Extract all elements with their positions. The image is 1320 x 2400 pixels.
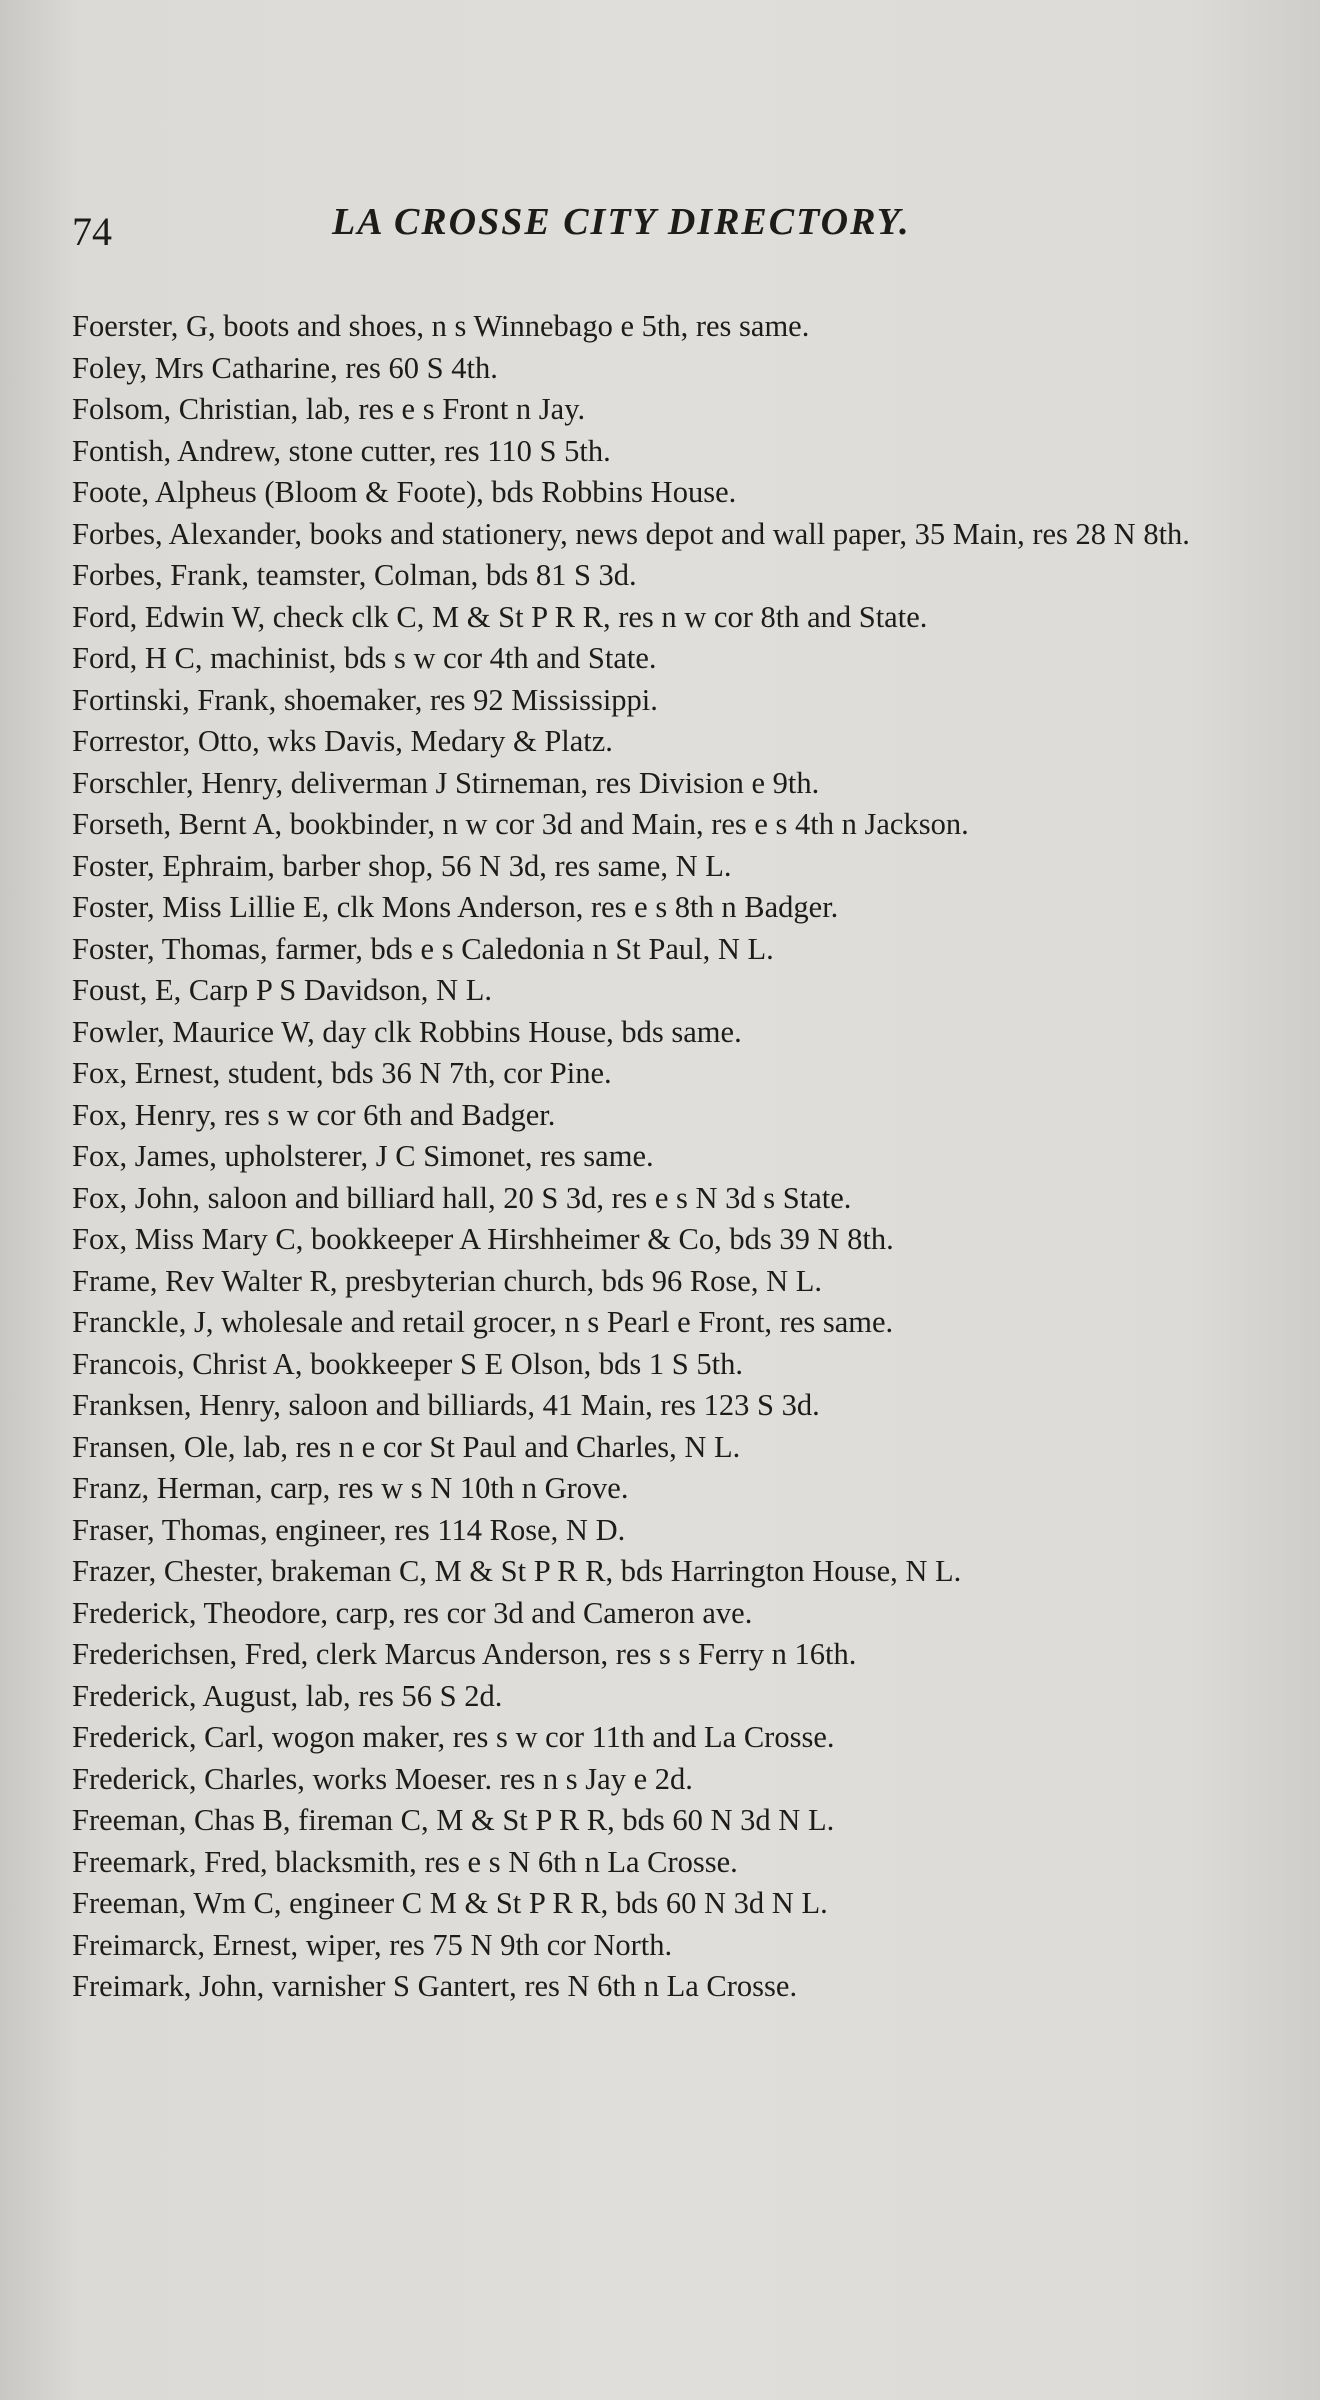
directory-entry: Folsom, Christian, lab, res e s Front n Jay. [72,392,586,426]
directory-entry: Freeman, Wm C, engineer C M & St P R R, bds 60 N 3d N L. [72,1886,828,1920]
directory-entry: Ford, H C, machinist, bds s w cor 4th and State. [72,641,657,675]
directory-entry: Ford, Edwin W, check clk C, M & St P R R, res n w cor 8th and State. [72,599,928,634]
directory-entry: Frederick, Theodore, carp, res cor 3d and Cameron ave. [72,1595,753,1630]
directory-entry: Foerster, G, boots and shoes, n s Winnebago e 5th, res same. [72,309,810,343]
directory-entry: Forbes, Alexander, books and stationery, news depot and wall paper, 35 Main, res 28 N 8th. [72,516,1190,551]
directory-entry: Francois, Christ A, bookkeeper S E Olson, bds 1 S 5th. [72,1346,743,1381]
directory-entry: Foster, Miss Lillie E, clk Mons Anderson, res e s 8th n Badger. [72,890,839,924]
directory-entry: Fox, Henry, res s w cor 6th and Badger. [72,1097,556,1132]
page-header [72,200,1252,260]
directory-entry: Foster, Thomas, farmer, bds e s Caledonia n St Paul, N L. [72,931,774,966]
directory-entry: Freeman, Chas B, fireman C, M & St P R R, bds 60 N 3d N L. [72,1803,835,1837]
directory-entry: Fraser, Thomas, engineer, res 114 Rose, N D. [72,1512,626,1547]
directory-entry: Forseth, Bernt A, bookbinder, n w cor 3d and Main, res e s 4th n Jackson. [72,807,969,841]
directory-entry: Foote, Alpheus (Bloom & Foote), bds Robbins House. [72,475,737,509]
directory-entry: Frederick, August, lab, res 56 S 2d. [72,1678,503,1713]
directory-entry: Frederick, Charles, works Moeser. res n s Jay e 2d. [72,1761,693,1796]
directory-entry: Freemark, Fred, blacksmith, res e s N 6th n La Crosse. [72,1844,738,1879]
directory-entry: Frame, Rev Walter R, presbyterian church, bds 96 Rose, N L. [72,1263,822,1298]
directory-entry: Foust, E, Carp P S Davidson, N L. [72,973,492,1007]
directory-entry: Frazer, Chester, brakeman C, M & St P R R, bds Harrington House, N L. [72,1554,962,1588]
directory-entry: Fortinski, Frank, shoemaker, res 92 Mississippi. [72,682,658,717]
directory-entry: Frederichsen, Fred, clerk Marcus Anderson, res s s Ferry n 16th. [72,1637,857,1671]
directory-entry: Fox, Ernest, student, bds 36 N 7th, cor Pine. [72,1056,612,1090]
directory-entry: Fox, John, saloon and billiard hall, 20 S 3d, res e s N 3d s State. [72,1180,852,1215]
directory-entry: Frederick, Carl, wogon maker, res s w cor 11th and La Crosse. [72,1720,835,1754]
directory-entry: Fowler, Maurice W, day clk Robbins House, bds same. [72,1014,742,1049]
directory-entry: Franksen, Henry, saloon and billiards, 41 Main, res 123 S 3d. [72,1388,820,1422]
directory-entry: Fransen, Ole, lab, res n e cor St Paul and Charles, N L. [72,1429,741,1464]
directory-entry: Fox, Miss Mary C, bookkeeper A Hirshheimer & Co, bds 39 N 8th. [72,1222,894,1256]
directory-entry: Foley, Mrs Catharine, res 60 S 4th. [72,350,498,385]
directory-entry: Fontish, Andrew, stone cutter, res 110 S 5th. [72,433,611,468]
directory-entry: Freimarck, Ernest, wiper, res 75 N 9th cor North. [72,1927,673,1962]
directory-entry: Forrestor, Otto, wks Davis, Medary & Platz. [72,724,613,758]
directory-entry: Franz, Herman, carp, res w s N 10th n Grove. [72,1471,629,1505]
directory-entry: Franckle, J, wholesale and retail grocer, n s Pearl e Front, res same. [72,1305,894,1339]
directory-entry: Freimark, John, varnisher S Gantert, res N 6th n La Crosse. [72,1969,798,2003]
directory-entry: Fox, James, upholsterer, J C Simonet, res same. [72,1139,654,1173]
running-title: LA CROSSE CITY DIRECTORY. [332,201,911,243]
directory-entry: Foster, Ephraim, barber shop, 56 N 3d, res same, N L. [72,848,732,883]
directory-entry: Forschler, Henry, deliverman J Stirneman, res Division e 9th. [72,765,820,800]
directory-entry: Forbes, Frank, teamster, Colman, bds 81 S 3d. [72,558,637,592]
directory-entries [72,306,1252,2008]
page-number: 74 [72,209,112,254]
